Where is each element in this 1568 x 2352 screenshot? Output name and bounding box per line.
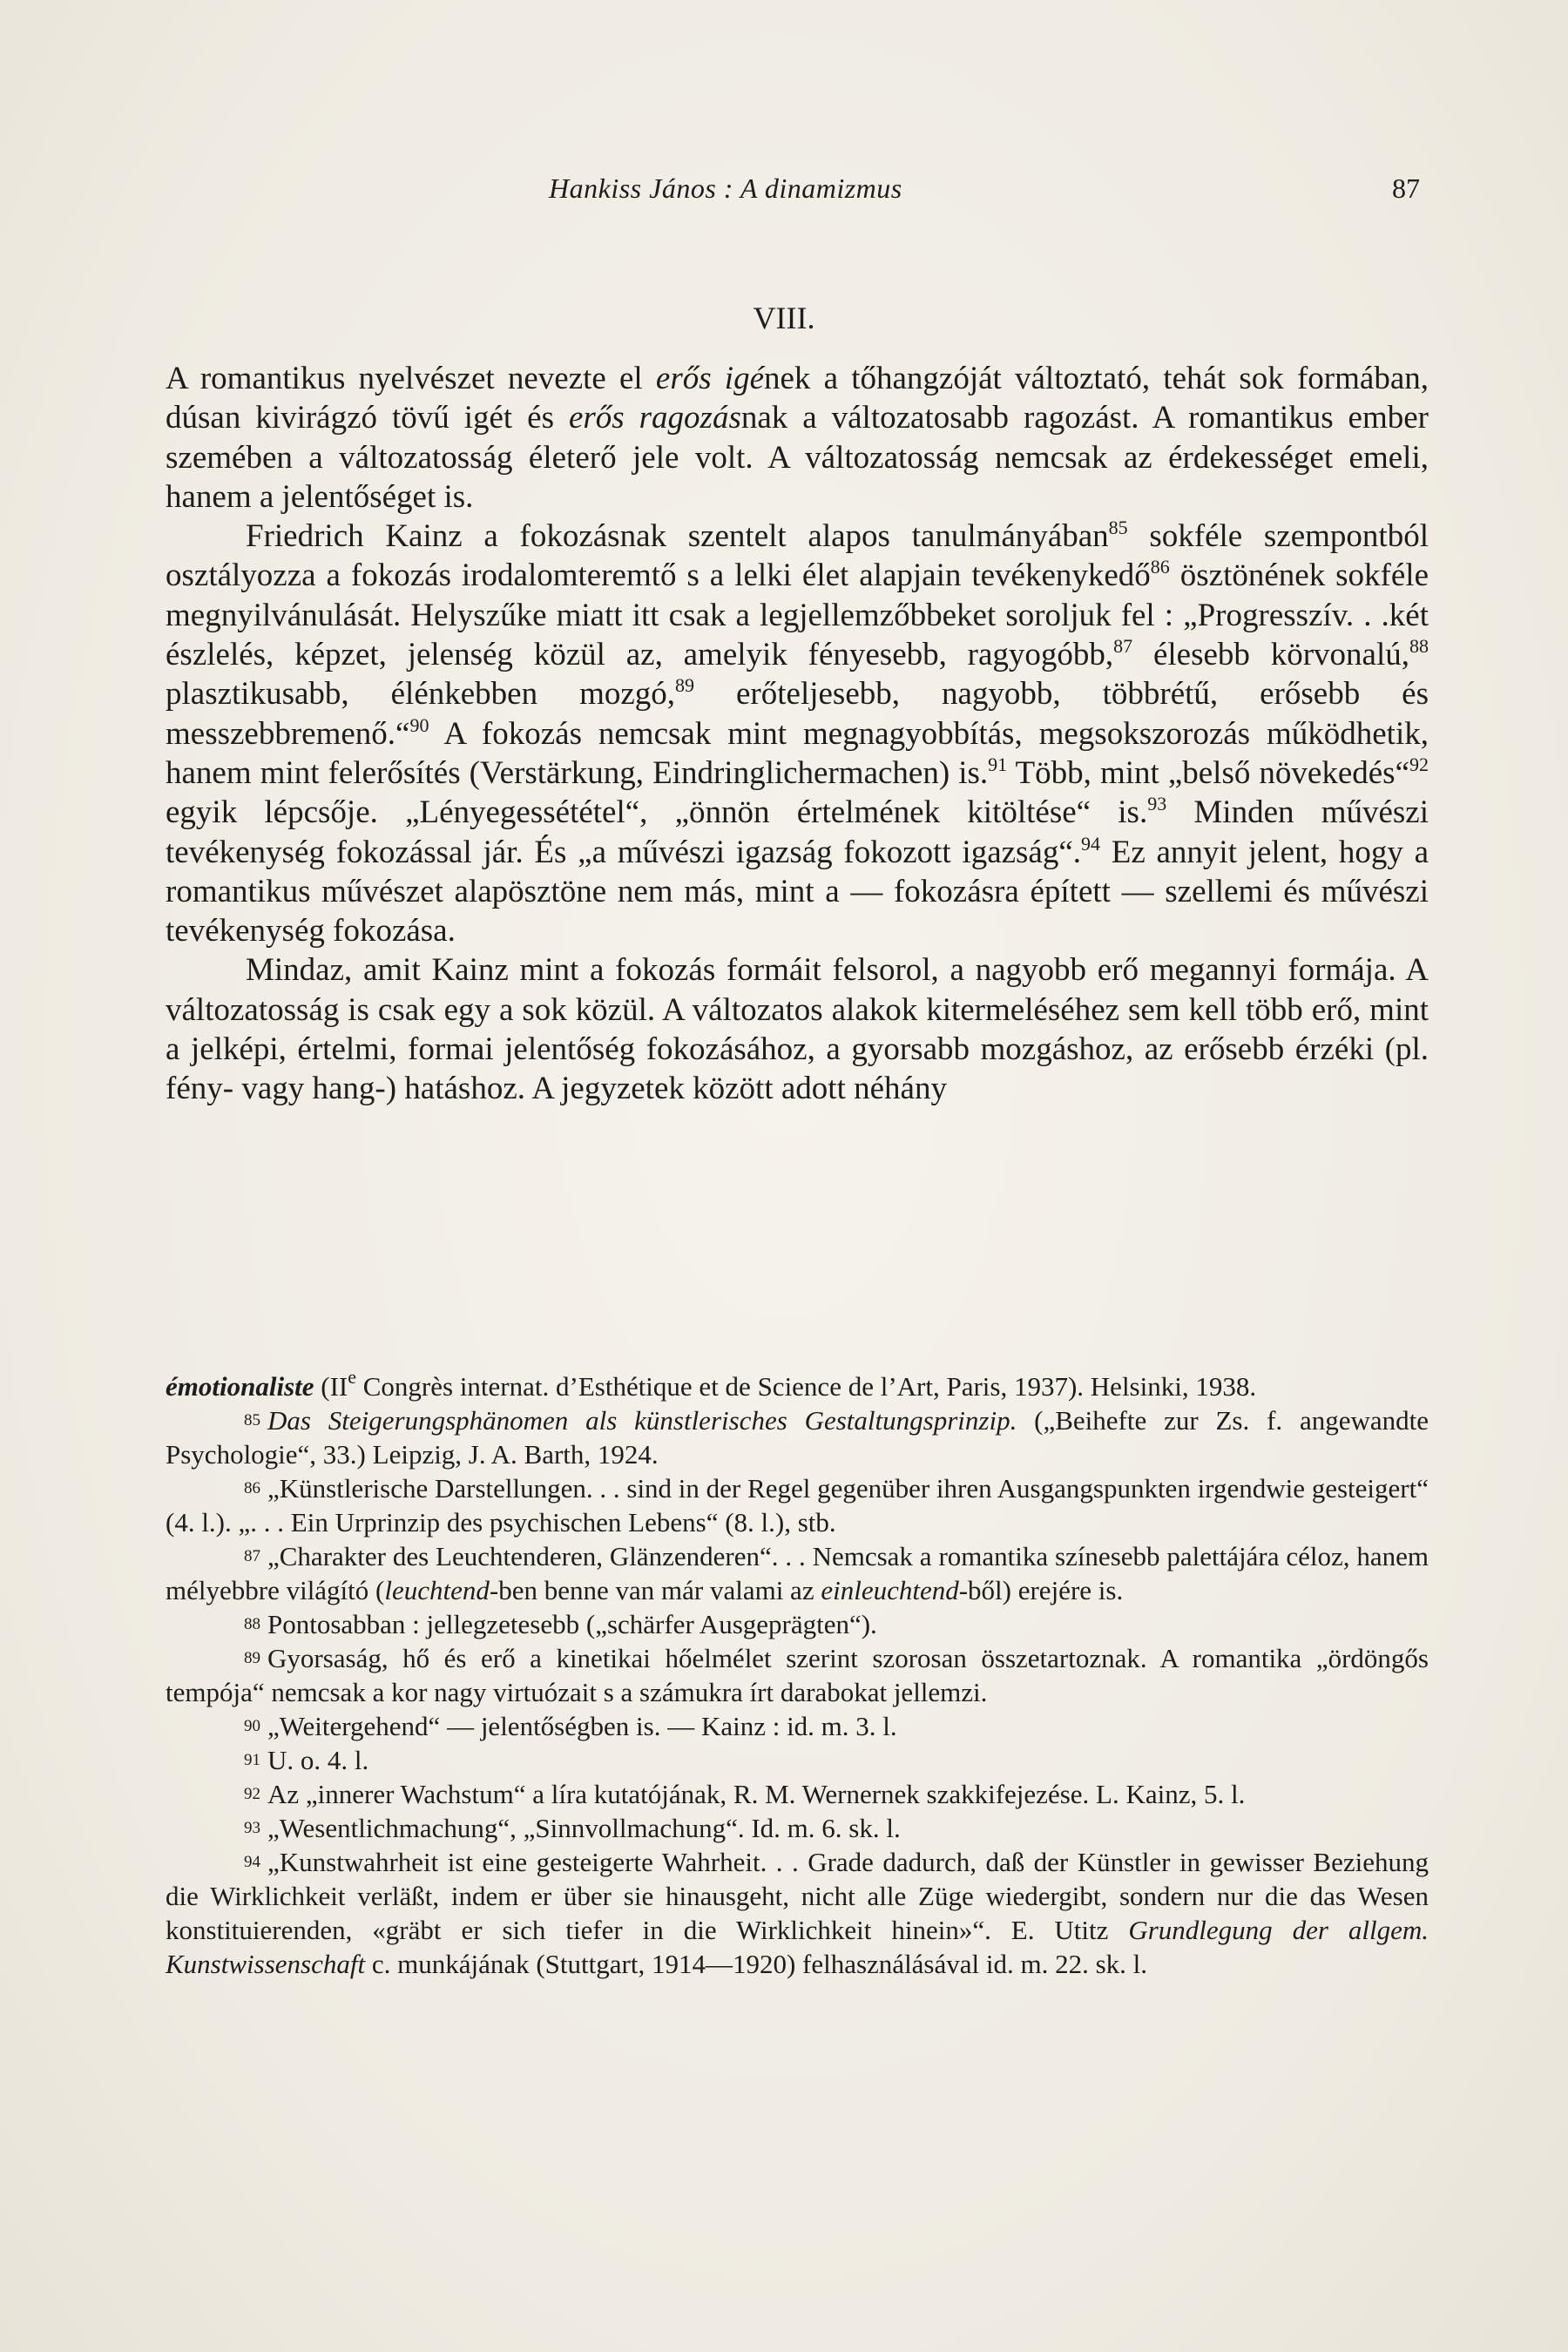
footnotes: [166, 1366, 1429, 1981]
footnote-ref: 92: [1409, 753, 1429, 775]
footnote-85: 85 Das Steigerungsphänomen als künstlerisches Gestaltungsprinzip. („Beihefte zur Zs. f. angewandte Psychologie“, 33.) Leipzig, J. A. Barth, 1924.: [166, 1405, 1429, 1470]
footnote-ref: 88: [1409, 635, 1429, 658]
running-title: Hankiss János : A dinamizmus: [549, 172, 902, 204]
footnote-ref: 89: [675, 674, 695, 697]
footnote-ref: 93: [1147, 793, 1167, 815]
footnote-87: 87 „Charakter des Leuchtenderen, Glänzenderen“. . . Nemcsak a romantika színesebb palettájára céloz, hanem mélyebbre világító (leuchtend-ben benne van már valami az einleuchtend-ből) erejére is.: [166, 1541, 1429, 1605]
footnote-ref: 90: [409, 713, 429, 736]
footnote-89: 89 Gyorsaság, hő és erő a kinetikai hőelmélet szerint szorosan összetartoznak. A romantika „ördöngős tempója“ nemcsak a kor nagy virtuózait s a számukra írt darabokat jellemzi.: [166, 1643, 1429, 1707]
footnote-93: 93 „Wesentlichmachung“, „Sinnvollmachung“. Id. m. 6. sk. l.: [244, 1813, 901, 1843]
footnote-90: 90 „Weitergehend“ — jelentőségben is. — Kainz : id. m. 3. l.: [244, 1711, 897, 1741]
chapter-heading: VIII.: [753, 301, 815, 335]
emphasis: erős ragozás: [568, 400, 741, 436]
footnote-86: 86 „Künstlerische Darstellungen. . . sind in der Regel gegenüber ihren Ausgangspunkten irgendwie gesteigert“ (4. l.). „. . . Ein Urprinzip des psychischen Lebens“ (8. l.), stb.: [166, 1473, 1429, 1538]
footnote-ref: 91: [988, 753, 1008, 775]
emphasis: erős igé: [655, 361, 764, 396]
paragraph-1: A romantikus nyelvészet nevezte el erős igének a tőhangzóját változtató, tehát sok formában, dúsan kivirágzó tövű igét és erős ragozásnak a változatosabb ragozást. A romantikus ember szemében a változatosság életerő jele volt. A változatosság nemcsak az érdekességet emeli, hanem a jelentőséget is.: [166, 361, 1429, 515]
main-text: [166, 359, 1429, 1109]
page-number: 87: [1392, 172, 1420, 204]
footnote-continuation: émotionaliste (IIe Congrès internat. d’Esthétique et de Science de l’Art, Paris, 1937). Helsinki, 1938.: [166, 1366, 1257, 1402]
footnote-ref: 86: [1150, 556, 1170, 578]
paragraph-3: Mindaz, amit Kainz mint a fokozás formáit felsorol, a nagyobb erő megannyi formája. A változatosság is csak egy a sok közül. A változatos alakok kitermeléséhez sem kell több erő, mint a jelképi, értelmi, formai jelentőség fokozásához, a gyorsabb mozgáshoz, az erősebb érzéki (pl. fény- vagy hang-) hatáshoz. A jegyzetek között adott néhány: [166, 952, 1429, 1107]
footnote-88: 88 Pontosabban : jellegzetesebb („schärfer Ausgeprägten“).: [244, 1609, 877, 1639]
footnote-91: 91 U. o. 4. l.: [244, 1745, 369, 1775]
footnote-94: 94 „Kunstwahrheit ist eine gesteigerte Wahrheit. . . Grade dadurch, daß der Künstler in gewisser Beziehung die Wirklichkeit verläßt, indem er über sie hinausgeht, nicht alle Züge wiedergibt, sondern nur die das Wesen konstituierenden, «gräbt er sich tiefer in die Wirklichkeit hinein»“. E. Utitz Grundlegung der allgem. Kunstwissenschaft c. munkájának (Stuttgart, 1914—1920) felhasználásával id. m. 22. sk. l.: [166, 1847, 1429, 1979]
footnote-92: 92 Az „innerer Wachstum“ a líra kutatójának, R. M. Wernernek szakkifejezése. L. Kainz, 5. l.: [244, 1779, 1246, 1809]
footnote-ref: 85: [1108, 517, 1128, 539]
footnote-ref: 94: [1081, 832, 1101, 855]
footnote-ref: 87: [1113, 635, 1133, 658]
paragraph-2: Friedrich Kainz a fokozásnak szentelt alapos tanulmányában$^{85}$ sokféle szempontból osztályozza a fokozás irodalomteremtő s a lelki élet alapjain tevékenykedő$^{86}$ ösztönének sokféle megnyilvánulását. Helyszűke miatt itt csak a legjellemzőbbeket soroljuk fel : „Progresszív. . .két észlelés, képzet, jelenség közül az, amelyik fényesebb, ragyogóbb,$^{87}$ élesebb körvonalú,$^{88}$ plasztikusabb, élénkebben mozgó,$^{89}$ erőteljesebb, nagyobb, többrétű, erősebb és messzebbremenő.“$^{90}$ A fokozás nemcsak mint megnagyobbítás, megsokszorozás működhetik, hanem mint felerősítés (Verstärkung, Eindringlichermachen) is.$^{91}$ Több, mint „belső növekedés“$^{92}$ egyik lépcsője. „Lényegessététel“, „önnön értelmének kitöltése“ is.$^{93}$ Minden művészi tevékenység fokozással jár. És „a művészi igazság fokozott igazság“.$^{94}$ Ez annyit jelent, hogy a romantikus művészet alapösztöne nem más, mint a — fokozásra épített — szellemi és művészi tevékenység fokozása.: [166, 517, 1429, 950]
